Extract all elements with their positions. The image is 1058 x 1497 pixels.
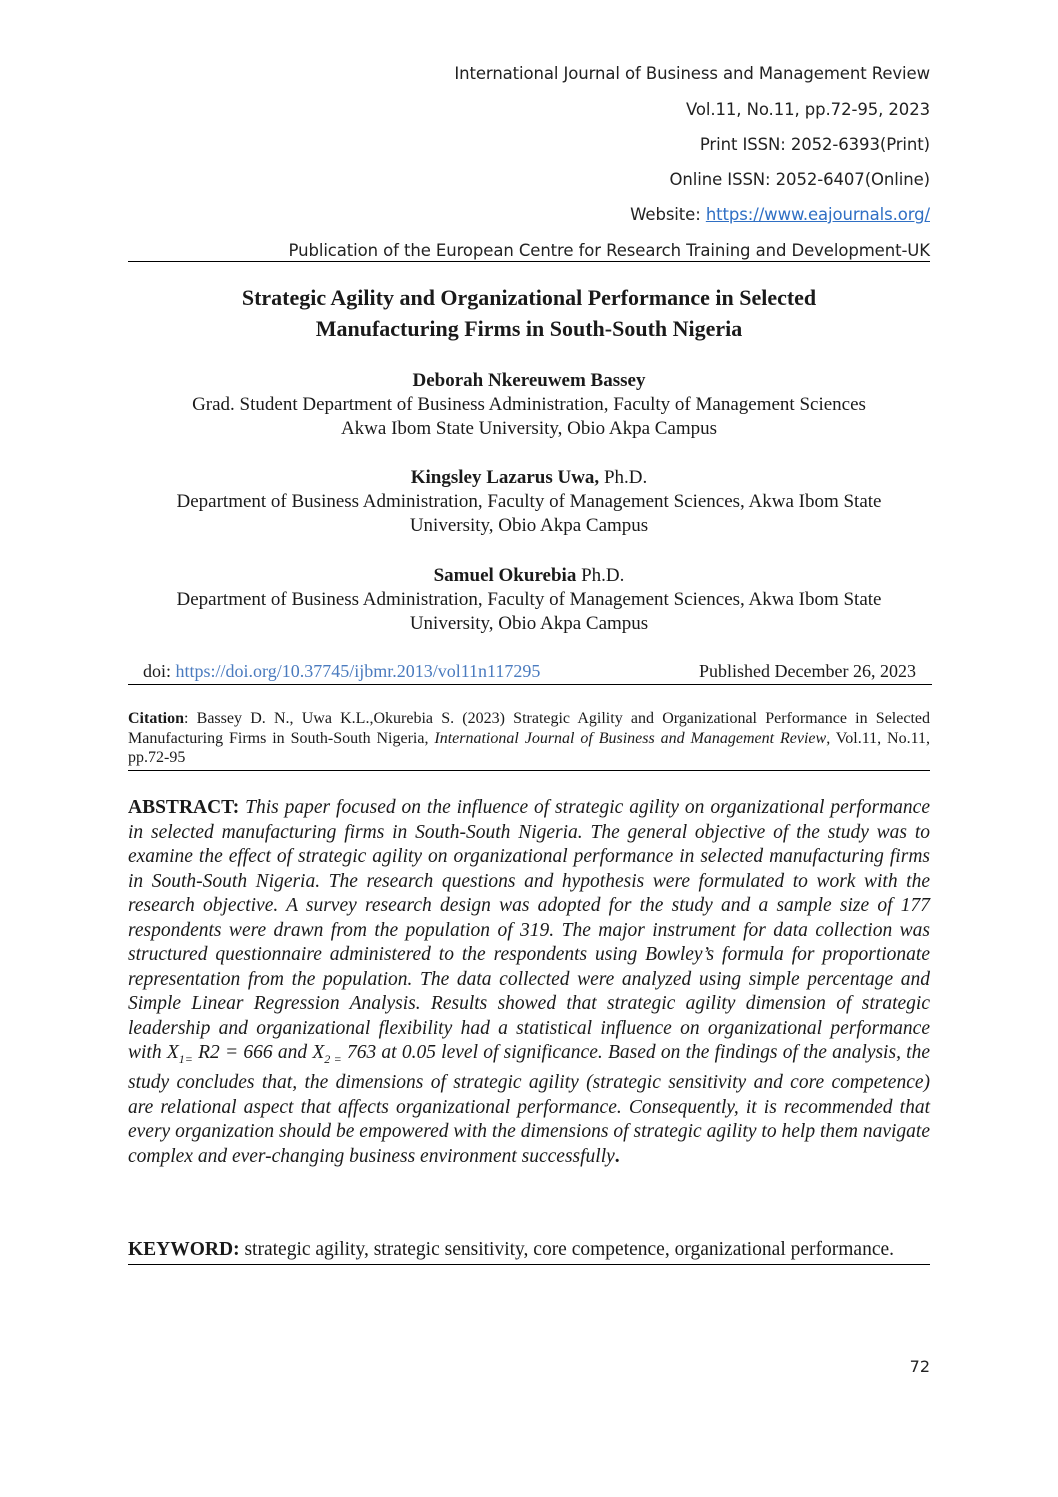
website-line [630,205,930,224]
doi-row [128,660,932,685]
published-date: Published December 26, 2023 [699,661,916,681]
author-affiliation: Department of Business Administration, Faculty of Management Sciences, Akwa Ibom State [176,589,882,610]
abstract-end: . [614,1145,620,1167]
author-block-3 [120,564,938,636]
subscript: 2 = [324,1051,342,1066]
author-block-1 [120,369,938,441]
subscript: 1= [178,1051,193,1066]
abstract-text [128,797,930,1167]
author-affiliation: University, Obio Akpa Campus [409,613,649,634]
citation-text: : Bassey D. N., Uwa K.L.,Okurebia S. (2023) Strategic Agility and Organizational Performance in Selected Manufacturing Firms in South-South Nigeria, [128,710,930,747]
journal-name: International Journal of Business and Management Review [454,64,930,83]
citation [128,709,930,771]
abstract-text-part: R2 = 666 and X [192,1042,325,1063]
abstract [128,796,930,1169]
author-name: Samuel Okurebia [433,565,577,586]
citation-label: Citation [128,710,184,727]
author-affiliation: Department of Business Administration, Faculty of Management Sciences, Akwa Ibom State [176,491,882,512]
citation-text-end: , Vol.11, No.11, pp.72-95 [128,729,931,766]
keyword-label: KEYWORD: [128,1239,240,1260]
page-number: 72 [909,1357,930,1376]
doi-label: doi: [143,661,176,681]
print-issn: Print ISSN: 2052-6393(Print) [699,135,930,154]
doi [143,661,540,682]
abstract-text-part: This paper focused on the influence of strategic agility on organizational performance in selected manufacturing firms in South-South Nigeria. The general objective of the study was to examine the effect of strategic agility on organizational performance in selected manufacturing firms in South-South Nigeria. The research questions and hypothesis were formulated to work with the research objective. A survey research design was adopted for the study and a sample size of 177 respondents were drawn from the population of 319. The major instrument for data collection was structured questionnaire administered to the respondents using Bowley’s formula for proportionate representation from the population. The data collected were analyzed using simple percentage and Simple Linear Regression Analysis. Results showed that strategic agility dimension of strategic leadership and organizational flexibility had a statistical influence on organizational performance with X [128,797,930,1063]
website-label: Website: [630,205,706,224]
author-suffix: Ph.D. [599,467,648,488]
keywords [128,1238,930,1265]
title-line-2: Manufacturing Firms in South-South Nigeria [315,316,743,341]
author-affiliation: Grad. Student Department of Business Administration, Faculty of Management Sciences [192,394,866,415]
website-link[interactable]: https://www.eajournals.org/ [705,205,930,224]
author-name: Kingsley Lazarus Uwa, [410,467,600,488]
author-block-2 [120,466,938,538]
title-line-1: Strategic Agility and Organizational Performance in Selected [241,285,817,310]
author-name: Deborah Nkereuwem Bassey [412,370,646,391]
doi-link[interactable]: https://doi.org/10.37745/ijbmr.2013/vol11n117295 [175,661,541,681]
abstract-text-part: 763 at 0.05 level of significance. Based on the findings of the analysis, the study concludes that, the dimensions of strategic agility (strategic sensitivity and core competence) are relational aspect that affects organizational performance. Consequently, it is recommended that every organization should be empowered with the dimensions of strategic agility to help them navigate complex and ever-changing business environment successfully [128,1042,930,1167]
citation-journal: International Journal of Business and Management Review [434,729,827,747]
abstract-label: ABSTRACT: [128,797,240,818]
author-affiliation: Akwa Ibom State University, Obio Akpa Campus [340,418,718,439]
author-affiliation: University, Obio Akpa Campus [409,515,649,536]
keyword-text: strategic agility, strategic sensitivity, core competence, organizational performance. [239,1239,895,1260]
paper-title [128,282,930,344]
online-issn: Online ISSN: 2052-6407(Online) [669,170,930,189]
author-suffix: Ph.D. [576,565,625,586]
journal-volume: Vol.11, No.11, pp.72-95, 2023 [685,100,930,119]
publisher-line: Publication of the European Centre for Research Training and Development-UK [128,241,930,262]
